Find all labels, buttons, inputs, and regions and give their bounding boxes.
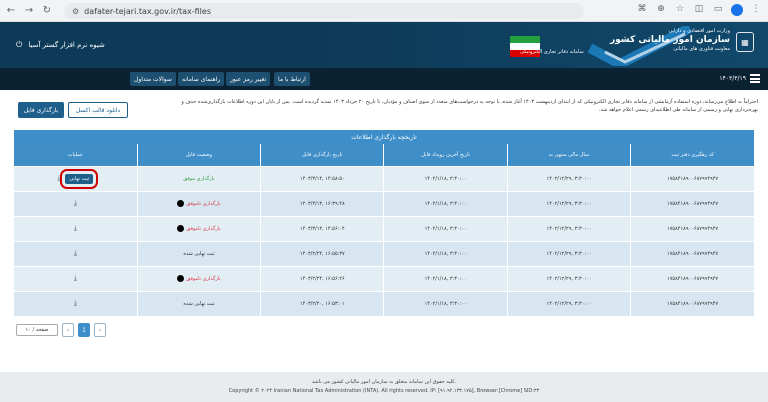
download-icon[interactable]: ⤓ bbox=[73, 299, 77, 308]
table-row bbox=[14, 266, 754, 291]
reload-icon[interactable]: ↻ bbox=[42, 5, 52, 16]
cell-operations bbox=[14, 241, 137, 266]
cell-status bbox=[137, 216, 260, 241]
cell-last-event: ۱۴۰۲/۱/۱۸, ۳:۳۰:۰۰ bbox=[384, 266, 507, 291]
error-info-icon[interactable] bbox=[177, 200, 184, 207]
cell-last-event: ۱۴۰۲/۱/۱۸, ۳:۳۰:۰۰ bbox=[384, 216, 507, 241]
profile-avatar[interactable] bbox=[731, 4, 743, 16]
notice-text: احتراماً به اطلاع می‌رساند، دوره استفاده آزمایشی از سامانه دفاتر تجاری الکترونیکی که از ابتدای اردیبهشت ۱۴۰۳ آغاز شده، با توجه به درخواست‌های متعدد از سوی اصناف و مؤدیان، تا تاریخ ۲۰ خرداد ۱۴۰۳ تمدید گردیده است. پس از پایان این دوره اطلاعات بارگذاری‌شده حذف و بهره‌برداری نهایی و رسمی از سامانه طی اطلاعیه‌ای رسمی اعلام خواهد شد. bbox=[181, 99, 758, 113]
download-template-button[interactable]: دانلود قالب اکسل bbox=[68, 102, 128, 118]
back-icon[interactable]: ← bbox=[6, 5, 16, 16]
ministry-name: وزارت امور اقتصادی و دارایی bbox=[668, 28, 730, 34]
cell-status bbox=[137, 291, 260, 316]
cell-operations bbox=[14, 291, 137, 316]
company-name: شیوه نرم افزار گستر آسیا bbox=[28, 41, 105, 49]
cell-fiscal-year: ۱۴۰۲/۱۲/۲۹, ۳:۳۰:۰۰ bbox=[507, 191, 630, 216]
footer-rights: کلیه حقوق این سامانه متعلق به سازمان امور مالیاتی کشور می باشد. bbox=[311, 379, 457, 385]
cell-status bbox=[137, 241, 260, 266]
address-bar[interactable] bbox=[64, 3, 584, 19]
cell-status bbox=[137, 266, 260, 291]
cell-last-event: ۱۴۰۲/۱/۱۸, ۳:۳۰:۰۰ bbox=[384, 291, 507, 316]
cell-tracking-code: ۱۷۵۸۴۱۸۹۰۰۶۸۷۹۹۴۹۴۷ bbox=[631, 241, 754, 266]
current-date: ۱۴۰۳/۳/۱۹ bbox=[719, 75, 746, 82]
download-icon[interactable]: ⤓ bbox=[73, 249, 77, 257]
status-label: بارگذاری ناموفق bbox=[186, 201, 221, 207]
table-row bbox=[14, 241, 754, 266]
cell-last-event: ۱۴۰۲/۱/۱۸, ۳:۳۰:۰۰ bbox=[384, 166, 507, 191]
cell-tracking-code: ۱۷۵۸۴۱۸۹۰۰۶۸۷۹۹۴۹۴۷ bbox=[631, 216, 754, 241]
download-icon[interactable]: ⤓ bbox=[57, 173, 61, 182]
url-text: dafater-tejari.tax.gov.ir/tax-files bbox=[84, 6, 211, 16]
download-icon[interactable]: ⤓ bbox=[73, 224, 77, 232]
next-page-icon[interactable]: › bbox=[94, 323, 106, 337]
col-status: وضعیت فایل bbox=[137, 144, 260, 166]
site-header bbox=[0, 22, 768, 68]
forward-icon[interactable]: → bbox=[24, 5, 34, 16]
col-fiscal-year: سال مالی منتهی به bbox=[507, 144, 630, 166]
company-logout[interactable] bbox=[16, 40, 105, 50]
nav-faq[interactable]: سوالات متداول bbox=[130, 72, 176, 86]
cell-status bbox=[137, 166, 260, 191]
nav-change-password[interactable]: تغییر رمز عبور bbox=[226, 72, 270, 86]
col-operations: عملیات bbox=[14, 144, 137, 166]
extensions-icon[interactable]: ◫ bbox=[694, 4, 704, 14]
status-label: بارگذاری ناموفق bbox=[186, 226, 221, 232]
cell-tracking-code: ۱۷۵۸۴۱۸۹۰۰۶۸۷۹۹۴۹۴۷ bbox=[631, 266, 754, 291]
more-menu-icon[interactable]: ⋮ bbox=[751, 4, 761, 14]
zoom-icon[interactable]: ⊕ bbox=[657, 4, 665, 14]
footer-copyright: Copyright © ۲۰۲۴ Iranian National Tax Administration (INTA). All rights reserved. IP: [۹۱.۹۲.۱۳۳.۱۷۵], Browser:[Chrome] SID:۳۳ bbox=[228, 388, 540, 394]
nav-guide[interactable]: راهنمای سامانه bbox=[178, 72, 224, 86]
tab-search-icon[interactable]: ▭ bbox=[713, 4, 723, 14]
bookmark-star-icon[interactable]: ☆ bbox=[675, 4, 685, 14]
cell-upload-date: ۱۴۰۳/۲/۲۴, ۱۶:۵۵:۳۷ bbox=[261, 241, 384, 266]
col-upload-date: تاریخ بارگذاری فایل bbox=[261, 144, 384, 166]
cell-operations bbox=[14, 191, 137, 216]
cell-upload-date: ۱۴۰۳/۳/۱۳, ۱۶:۳۹:۴۸ bbox=[261, 191, 384, 216]
cell-upload-date: ۱۴۰۳/۲/۲۰, ۱۶:۵۳:۰۱ bbox=[261, 291, 384, 316]
organization-name: سازمان امور مالیاتی کشور bbox=[609, 35, 730, 45]
table-row bbox=[14, 216, 754, 241]
upload-history-table bbox=[14, 130, 754, 318]
table-header-row bbox=[14, 144, 754, 166]
deputy-name: معاونت فناوری های مالیاتی bbox=[673, 46, 730, 52]
main-nav bbox=[0, 68, 768, 90]
status-label: ثبت نهایی شده bbox=[183, 250, 215, 257]
status-label: بارگذاری ناموفق bbox=[186, 276, 221, 282]
cell-last-event: ۱۴۰۲/۱/۱۸, ۳:۳۰:۰۰ bbox=[384, 241, 507, 266]
page-1-button[interactable]: 1 bbox=[78, 323, 90, 337]
cell-fiscal-year: ۱۴۰۲/۱۲/۲۹, ۳:۳۰:۰۰ bbox=[507, 166, 630, 191]
cell-operations bbox=[14, 166, 137, 191]
cell-status bbox=[137, 191, 260, 216]
cell-operations bbox=[14, 266, 137, 291]
cell-upload-date: ۱۴۰۳/۳/۱۳, ۱۴:۵۶:۰۴ bbox=[261, 216, 384, 241]
cell-upload-date: ۱۴۰۳/۳/۱۴, ۱۴:۵۸:۵۰ bbox=[261, 166, 384, 191]
col-last-event: تاریخ آخرین رویداد فایل bbox=[384, 144, 507, 166]
hamburger-menu-icon[interactable] bbox=[750, 74, 760, 83]
translate-icon[interactable]: ⌘ bbox=[637, 4, 647, 14]
page-size-value: ۱۰ / صفحه bbox=[25, 327, 49, 333]
system-name: سامانه دفاتر تجاری الکترونیکی bbox=[520, 49, 584, 55]
download-icon[interactable]: ⤓ bbox=[73, 199, 77, 207]
error-info-icon[interactable] bbox=[177, 225, 184, 232]
power-icon[interactable]: ⏻ bbox=[16, 40, 23, 49]
cell-last-event: ۱۴۰۲/۱/۱۸, ۳:۳۰:۰۰ bbox=[384, 191, 507, 216]
org-title-block bbox=[610, 28, 730, 52]
page-size-select[interactable] bbox=[16, 324, 58, 336]
tax-emblem-icon: ▦ bbox=[736, 32, 754, 52]
download-icon[interactable]: ⤓ bbox=[73, 274, 77, 282]
cell-operations bbox=[14, 216, 137, 241]
error-info-icon[interactable] bbox=[177, 275, 184, 282]
cell-fiscal-year: ۱۴۰۲/۱۲/۲۹, ۳:۳۰:۰۰ bbox=[507, 241, 630, 266]
nav-contact[interactable]: ارتباط با ما bbox=[274, 72, 310, 86]
site-info-icon[interactable]: ⚙ bbox=[72, 6, 80, 16]
col-tracking-code: کد رهگیری دفتر ثبت bbox=[631, 144, 754, 166]
cell-tracking-code: ۱۷۵۸۴۱۸۹۰۰۶۸۷۹۹۴۹۴۷ bbox=[631, 191, 754, 216]
cell-tracking-code: ۱۷۵۸۴۱۸۹۰۰۶۸۷۹۹۴۹۴۷ bbox=[631, 291, 754, 316]
upload-file-button[interactable]: بارگذاری فایل bbox=[18, 102, 64, 118]
cell-fiscal-year: ۱۴۰۲/۱۲/۲۹, ۳:۳۰:۰۰ bbox=[507, 266, 630, 291]
cell-upload-date: ۱۴۰۳/۲/۲۴, ۱۶:۵۶:۲۶ bbox=[261, 266, 384, 291]
cell-fiscal-year: ۱۴۰۲/۱۲/۲۹, ۳:۳۰:۰۰ bbox=[507, 291, 630, 316]
browser-toolbar bbox=[0, 0, 768, 22]
table-row bbox=[14, 191, 754, 216]
cell-tracking-code: ۱۷۵۸۴۱۸۹۰۰۶۸۷۹۹۴۹۴۷ bbox=[631, 166, 754, 191]
footer bbox=[0, 372, 768, 402]
table-title: تاریخچه بارگذاری اطلاعات bbox=[14, 130, 754, 144]
prev-page-icon[interactable]: ‹ bbox=[62, 323, 74, 337]
cell-fiscal-year: ۱۴۰۲/۱۲/۲۹, ۳:۳۰:۰۰ bbox=[507, 216, 630, 241]
table-row bbox=[14, 166, 754, 191]
status-label: بارگذاری موفق bbox=[183, 175, 215, 182]
status-label: ثبت نهایی شده bbox=[183, 300, 215, 307]
finalize-button[interactable]: ثبت نهایی bbox=[65, 174, 93, 184]
table-row bbox=[14, 291, 754, 316]
